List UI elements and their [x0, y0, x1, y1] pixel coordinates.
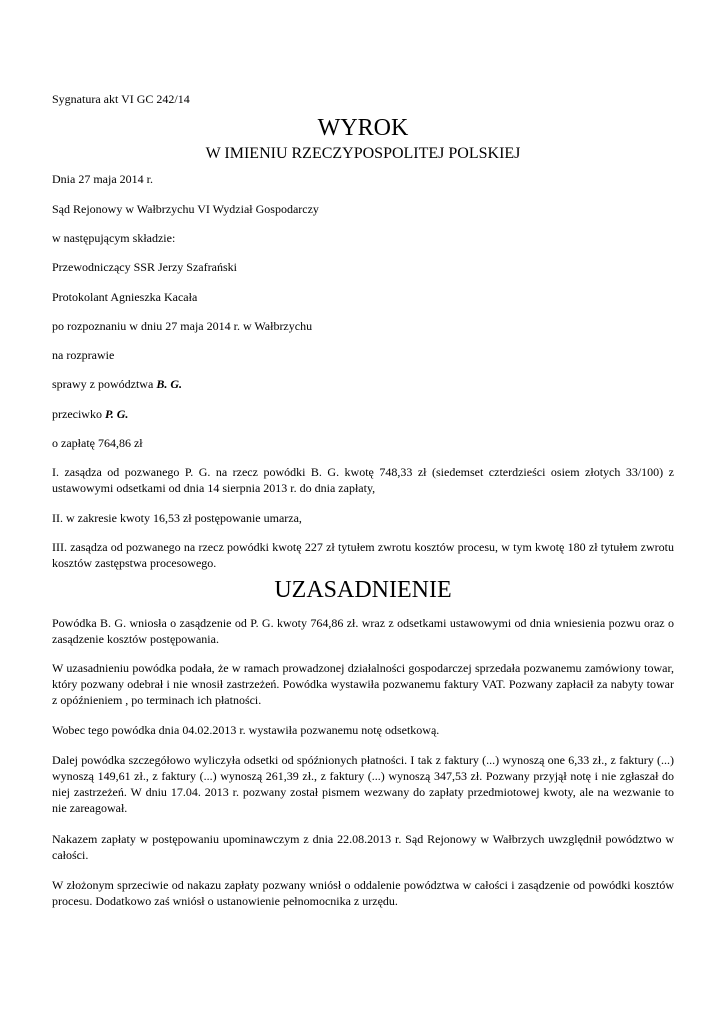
examination-date: po rozpoznaniu w dniu 27 maja 2014 r. w Wałbrzychu [52, 319, 313, 333]
hearing-type: na rozprawie [52, 348, 115, 362]
justification-paragraph-6: W złożonym sprzeciwie od nakazu zapłaty pozwany wniósł o oddalenie powództwa w całości i zasądzenie od powódki kosztów procesu. Dodatkowo zaś wniósł o ustanowienie pełnomocnika z urzędu. [52, 878, 674, 908]
verdict-title: WYROK [317, 115, 409, 141]
claim-amount: o zapłatę 764,86 zł [52, 436, 143, 450]
justification-paragraph-1: Powódka B. G. wniosła o zasądzenie od P. G. kwoty 764,86 zł. wraz z odsetkami ustawowymi od dnia wniesienia pozwu oraz o zasądzenie kosztów postępowania. [52, 616, 674, 646]
defendant-line [52, 406, 128, 422]
plaintiff-prefix: sprawy z powództwa [52, 377, 157, 391]
justification-paragraph-4: Dalej powódka szczegółowo wyliczyła odsetki od spóźnionych płatności. I tak z faktury (...) wynoszą one 6,33 zł., z faktury (...) wynoszą 149,61 zł., z faktury (...) wynoszą 261,39 zł., z faktury (...) wynoszą 347,53 zł. Pozwany przyjął notę i nie zgłaszał do niej zastrzeżeń. W dniu 17.04. 2013 r. pozwany został pismem wezwany do zapłaty przedmiotowej kwoty, ale na wezwanie to nie zareagował. [52, 753, 674, 815]
justification-paragraph-5: Nakazem zapłaty w postępowaniu upominawczym z dnia 22.08.2013 r. Sąd Rejonowy w Wałbrzych uwzględnił powództwo w całości. [52, 832, 674, 862]
verdict-point-1: I. zasądza od pozwanego P. G. na rzecz powódki B. G. kwotę 748,33 zł (siedemset czterdzieści osiem złotych 33/100) z ustawowymi odsetkami od dnia 14 sierpnia 2013 r. do dnia zapłaty, [52, 465, 674, 495]
plaintiff-name: B. G. [156, 377, 182, 391]
presiding-judge: Przewodniczący SSR Jerzy Szafrański [52, 260, 237, 274]
verdict-point-2: II. w zakresie kwoty 16,53 zł postępowanie umarza, [52, 511, 302, 525]
verdict-date: Dnia 27 maja 2014 r. [52, 172, 153, 186]
court-composition: w następującym składzie: [52, 231, 176, 245]
case-signature: Sygnatura akt VI GC 242/14 [52, 92, 190, 106]
defendant-name: P. G. [104, 407, 129, 421]
verdict-point-3: III. zasądza od pozwanego na rzecz powódki kwotę 227 zł tytułem zwrotu kosztów procesu, w tym kwotę 180 zł tytułem zwrotu kosztów zastępstwa procesowego. [52, 540, 674, 570]
plaintiff-line [52, 376, 182, 392]
court-clerk: Protokolant Agnieszka Kacała [52, 290, 198, 304]
court-name: Sąd Rejonowy w Wałbrzychu VI Wydział Gospodarczy [52, 202, 319, 216]
justification-title: UZASADNIENIE [274, 577, 452, 603]
justification-paragraph-3: Wobec tego powódka dnia 04.02.2013 r. wystawiła pozwanemu notę odsetkową. [52, 723, 440, 737]
justification-paragraph-2: W uzasadnieniu powódka podała, że w ramach prowadzonej działalności gospodarczej sprzedała pozwanemu zamówiony towar, który pozwany odebrał i nie wnosił zastrzeżeń. Powódka wystawiła pozwanemu faktury VAT. Pozwany zapłacił za nabyty towar z opóźnieniem , po terminach ich płatności. [52, 661, 674, 707]
defendant-prefix: przeciwko [52, 407, 105, 421]
verdict-subtitle: W IMIENIU RZECZYPOSPOLITEJ POLSKIEJ [205, 145, 521, 162]
